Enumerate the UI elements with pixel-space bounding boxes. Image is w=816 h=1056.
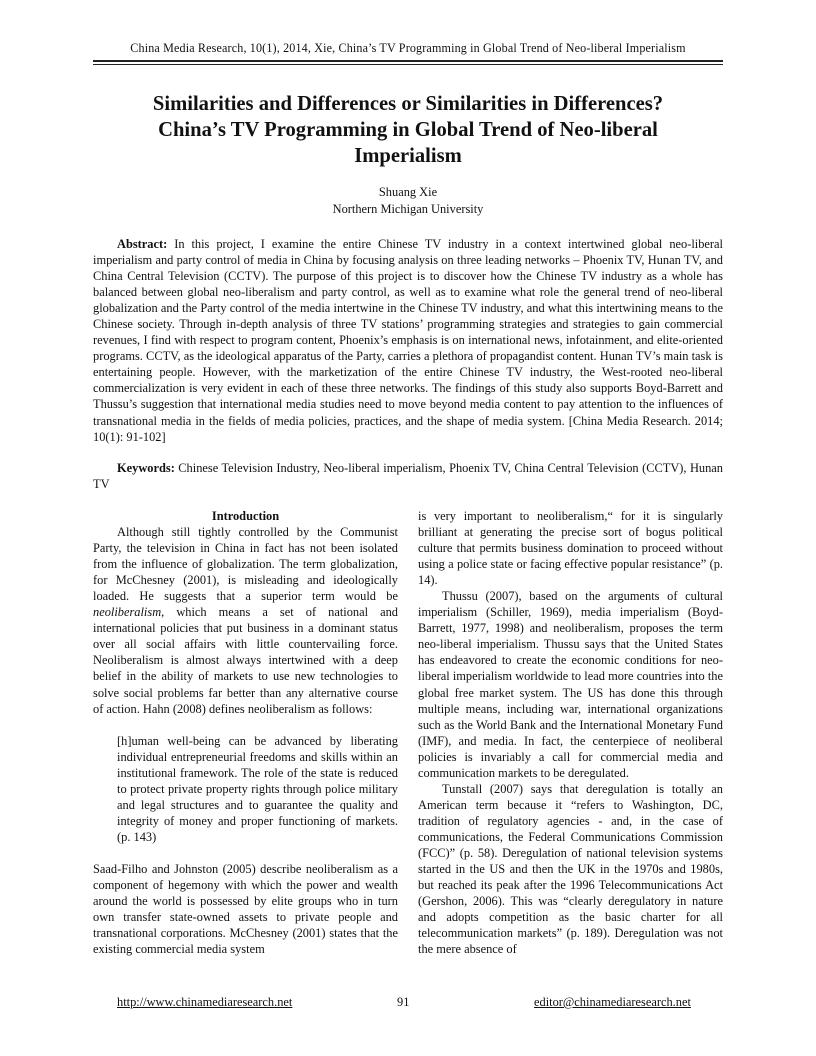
keywords [93, 460, 723, 493]
left-p1-emphasis: neoliberalism [93, 605, 162, 620]
abstract-text: In this project, I examine the entire Chinese TV industry in a context intertwined global neo-liberal imperialism and party control of media in China by focusing analysis on three leading networks – Phoenix TV, Hunan TV, and China Central Television (CCTV). The purpose of this project is to discover how the Chinese TV industry as a whole has balanced between global neo-liberalism and party control, as well as to examine what role the general trend of neo-liberal globalization and the Party control of the media intertwine in the Chinese TV industry, and what this intertwining means to the Chinese society. Through in-depth analysis of three TV stations’ programming strategies and strategies to gain commercial revenues, I find with respect to program content, Phoenix’s emphasis is on international news, infotainment, and elite-oriented programs. CCTV, as the ideological apparatus of the Party, carries a plethora of propagandist content. Hunan TV’s main task is entertaining people. However, with the marketization of the entire Chinese TV industry, the West-rooted neo-liberal commercialization is very evident in each of these three networks. The findings of this study also supports Boyd-Barrett and Thussu’s suggestion that international media studies need to move beyond media content to pay attention to the influences of transnational media in the fields of media policies, practices, and the shape of media system. [China Media Research. 2014; 10(1): 91-102] [93, 237, 723, 444]
footer-url-link[interactable]: http://www.chinamediaresearch.net [117, 995, 293, 1009]
left-paragraph-2: Saad-Filho and Johnston (2005) describe neoliberalism as a component of hegemony with which the power and wealth around the world is possessed by elite groups who in turn own transfer state-owned assets to private people and transnational corporations. McChesney (2001) states that the existing commercial media system [93, 861, 398, 957]
right-paragraph-1: is very important to neoliberalism,“ for it is singularly brilliant at generating the precise sort of bogus political culture that permits business domination to proceed without using a police state or facing effective popular resistance” (p. 14). [418, 509, 723, 588]
left-column [93, 508, 398, 957]
keywords-text: Chinese Television Industry, Neo-liberal imperialism, Phoenix TV, China Central Television (CCTV), Hunan TV [93, 461, 723, 492]
running-head: China Media Research, 10(1), 2014, Xie, China’s TV Programming in Global Trend of Neo-liberal Imperialism [130, 41, 686, 55]
right-paragraph-3: Tunstall (2007) says that deregulation is totally an American term because it “refers to Washington, DC, tradition of regulatory agencies - and, in the case of communications, the Federal Communications Commission (FCC)” (p. 58). Deregulation of national television systems started in the US and then the UK in the 1970s and 1980s, but reached its peak after the 1996 Telecommunications Act (Gershon, 2006). This was “clearly deregulatory in nature and adopts competition as the basic charter for all telecommunication markets” (p. 189). Deregulation was not the mere absence of [418, 781, 723, 957]
title-line-1: Similarities and Differences or Similarities in Differences? [152, 93, 664, 115]
left-paragraph-1 [93, 524, 398, 717]
introduction-heading: Introduction [211, 509, 280, 523]
abstract-label: Abstract: [117, 237, 168, 251]
header-rule-thin [93, 64, 723, 65]
footer-email-link[interactable]: editor@chinamediaresearch.net [534, 995, 691, 1009]
author-affiliation: Northern Michigan University [332, 202, 484, 216]
keywords-label: Keywords: [117, 461, 175, 475]
header-rule-thick [93, 60, 723, 62]
abstract [93, 236, 723, 445]
right-paragraph-2: Thussu (2007), based on the arguments of cultural imperialism (Schiller, 1969), media imperialism (Boyd-Barrett, 1977, 1998) and neoliberalism, proposes the term neo-liberal imperialism. Thussu says that the United States has endeavored to create the economic conditions for neo-liberal imperialism worldwide to lead more countries into the global free market system. The US has done this through multiple means, including war, international organizations such as the World Bank and the International Monetary Fund (IMF), and media. In fact, the centerpiece of neoliberal policies is invariably a call for commercial media and communication markets to be deregulated. [418, 589, 723, 780]
paper-title [110, 91, 706, 169]
page-number: 91 [397, 995, 410, 1009]
title-line-3: Imperialism [354, 145, 462, 167]
left-p1-text-a: Although still tightly controlled by the Communist Party, the television in China in fact has not been isolated from the influence of globalization. The term globalization, for McChesney (2001), is misleading and ideologically loaded. He suggests that a superior term would be [93, 525, 398, 604]
title-line-2: China’s TV Programming in Global Trend of Neo-liberal [158, 119, 658, 141]
author-name: Shuang Xie [378, 185, 438, 199]
left-p1-text-b: , which means a set of national and international policies that put business in a dominant status over all social affairs with little countervailing force. Neoliberalism is almost always intertwined with a deep belief in the ability of markets to use new technologies to solve social problems far better than any alternative course of action. Hahn (2008) defines neoliberalism as follows: [93, 605, 398, 716]
right-column [418, 508, 723, 957]
author-block [93, 184, 723, 218]
block-quote: [h]uman well-being can be advanced by liberating individual entrepreneurial freedoms and skills within an institutional framework. The role of the state is reduced to protect private property rights through police military and legal structures and to guarantee the quality and integrity of money and proper functioning of markets. (p. 143) [117, 733, 398, 844]
